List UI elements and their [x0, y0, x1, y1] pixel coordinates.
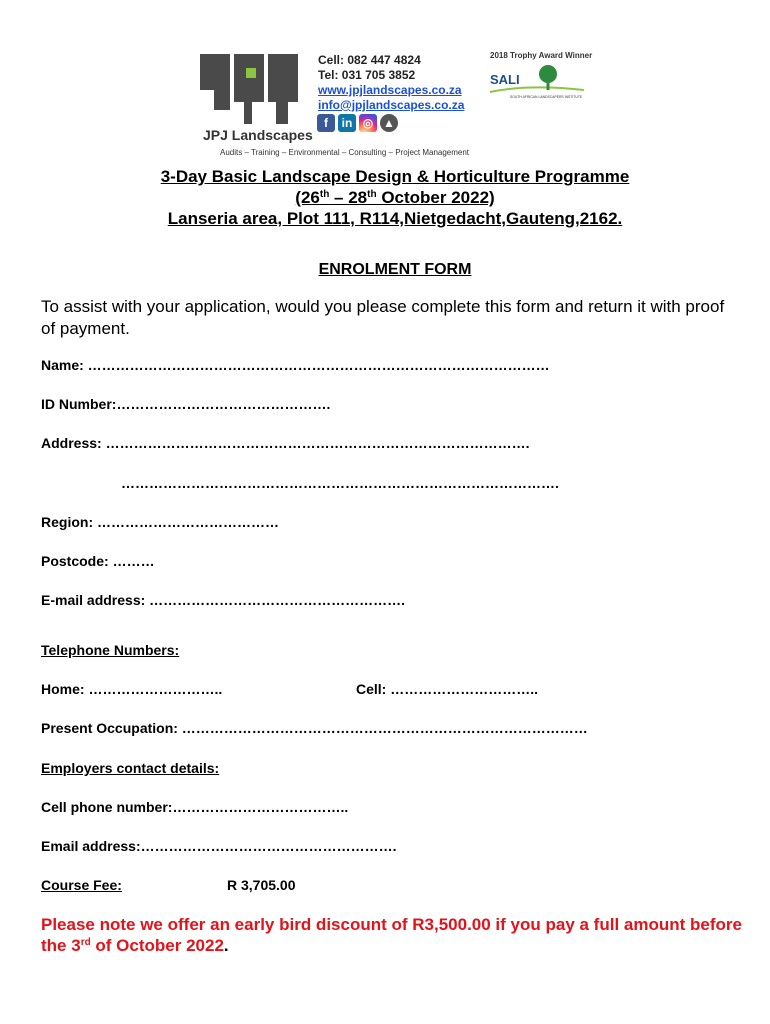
- facebook-icon[interactable]: f: [317, 114, 335, 132]
- title-line-3: Lanseria area, Plot 111, R114,Nietgedacht,Gauteng,2162.: [167, 209, 623, 228]
- contact-block: [318, 53, 464, 113]
- home-phone-field[interactable]: Home: ………………………..: [41, 681, 223, 697]
- tagline: Audits – Training – Environmental – Consulting – Project Management: [220, 148, 470, 157]
- form-title: ENROLMENT FORM: [318, 261, 472, 278]
- title-line-2: (26th – 28th October 2022): [295, 188, 495, 207]
- logo-text: JPJ Landscapes: [203, 127, 313, 143]
- email-field[interactable]: E-mail address: ……………………………………………….: [41, 592, 406, 608]
- occupation-field[interactable]: Present Occupation: ……………………………………………………………………………: [41, 720, 588, 736]
- cell-phone-field[interactable]: Cell: …………………………..: [356, 681, 539, 697]
- programme-title: [0, 166, 770, 229]
- early-bird-note: Please note we offer an early bird discount of R3,500.00 if you pay a full amount before the 3rd of October 2022.: [41, 915, 742, 955]
- address-line-2-field[interactable]: ………………………………………………………………………………….: [121, 475, 559, 491]
- website-link[interactable]: www.jpjlandscapes.co.za: [318, 83, 462, 97]
- email-link[interactable]: info@jpjlandscapes.co.za: [318, 98, 465, 112]
- id-number-field[interactable]: ID Number:……………………………………….: [41, 396, 331, 412]
- contact-cell: Cell: 082 447 4824: [318, 53, 421, 67]
- social-icons: [317, 114, 398, 132]
- employers-heading: Employers contact details:: [41, 760, 220, 776]
- title-line-1: 3-Day Basic Landscape Design & Horticulture Programme: [160, 167, 630, 186]
- sali-logo-icon: [488, 62, 588, 100]
- instagram-icon[interactable]: ◎: [359, 114, 377, 132]
- address-field[interactable]: Address: ……………………………………………………………………………….: [41, 435, 530, 451]
- postcode-field[interactable]: Postcode: ………: [41, 553, 155, 569]
- employer-cell-field[interactable]: Cell phone number:………………………………..: [41, 799, 349, 815]
- course-fee-value: R 3,705.00: [227, 877, 296, 893]
- award-logo-sub: SOUTH AFRICAN LANDSCAPERS INSTITUTE: [510, 95, 583, 99]
- intro-text: To assist with your application, would you please complete this form and return it with proof of payment.: [41, 297, 725, 338]
- region-field[interactable]: Region: …………………………………: [41, 514, 279, 530]
- linkedin-icon[interactable]: in: [338, 114, 356, 132]
- course-fee-label: Course Fee:: [41, 877, 122, 893]
- name-field[interactable]: Name: ………………………………………………………………………………………: [41, 357, 550, 373]
- contact-tel: Tel: 031 705 3852: [318, 68, 416, 82]
- jpj-logo-icon: [200, 50, 300, 125]
- google-drive-icon[interactable]: ▲: [380, 114, 398, 132]
- employer-email-field[interactable]: Email address:……………………………………………….: [41, 838, 397, 854]
- telephone-heading: Telephone Numbers:: [41, 642, 180, 658]
- award-title: 2018 Trophy Award Winner: [490, 51, 593, 60]
- award-logo-text: SALI: [490, 72, 520, 87]
